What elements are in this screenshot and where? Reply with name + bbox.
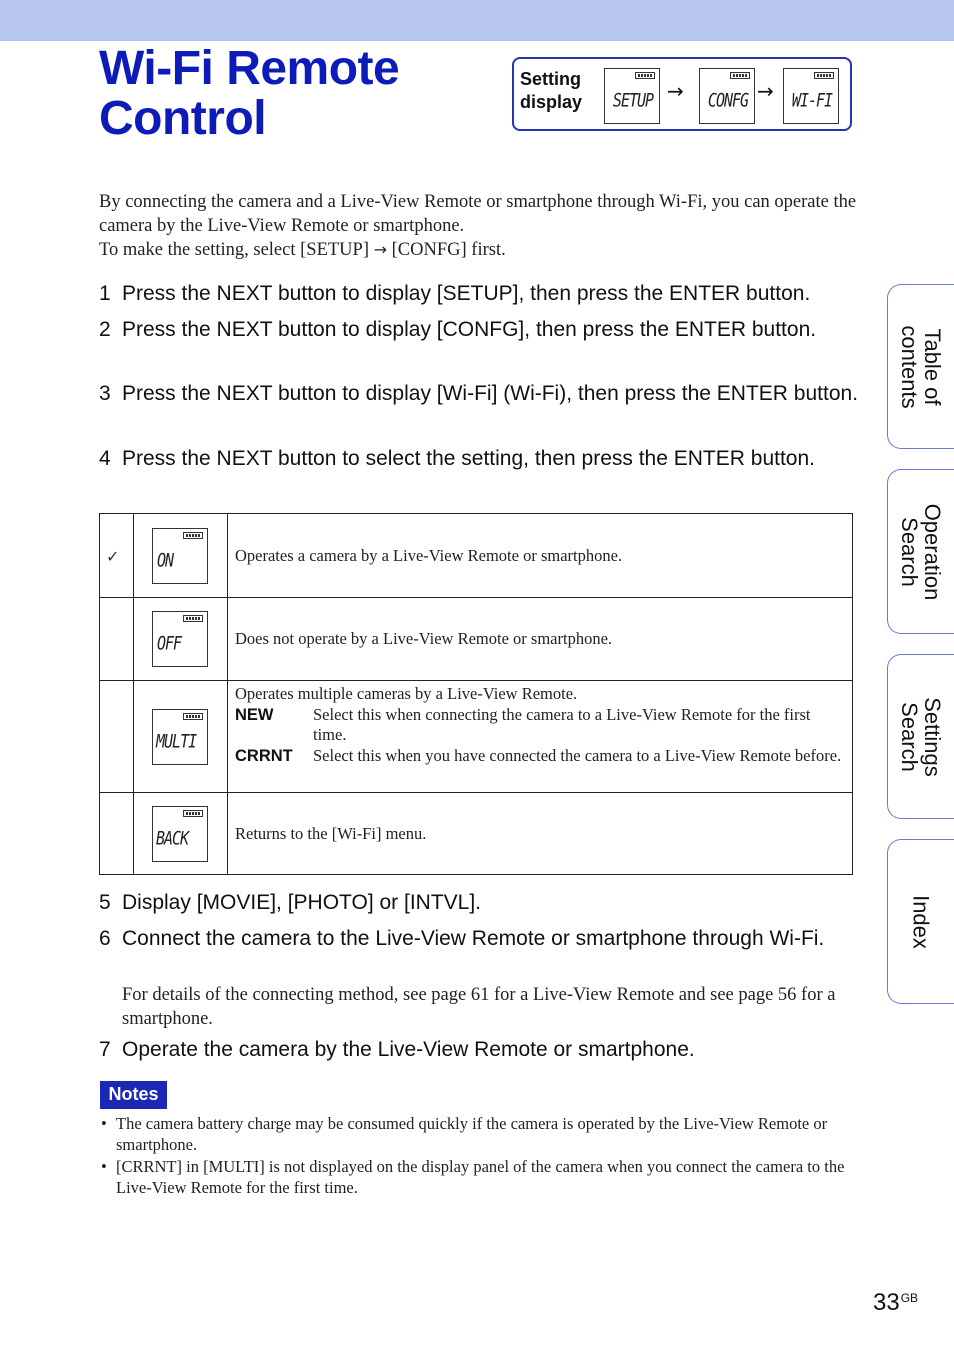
- sub-option-key: CRRNT: [235, 746, 293, 765]
- battery-icon: [183, 810, 203, 817]
- sub-option-new: [235, 705, 847, 746]
- option-description: Returns to the [Wi-Fi] menu.: [235, 823, 427, 843]
- setting-display-box: [512, 57, 852, 131]
- battery-icon: [730, 72, 750, 79]
- table-row-back: [100, 792, 852, 874]
- step-text: Display [MOVIE], [PHOTO] or [INTVL].: [122, 891, 482, 914]
- step-text: Press the NEXT button to display [Wi-Fi] (Wi-Fi), then press the ENTER button.: [122, 382, 859, 405]
- sub-option-key: NEW: [235, 705, 274, 724]
- tab-index[interactable]: [887, 839, 954, 1004]
- step-number: 5: [99, 891, 111, 914]
- tab-label: Operation Search: [897, 503, 945, 600]
- wifi-options-table: [99, 513, 853, 875]
- battery-icon: [183, 713, 203, 720]
- step-text: Press the NEXT button to display [SETUP], then press the ENTER button.: [122, 282, 811, 305]
- lcd-on-icon: ON: [152, 528, 208, 584]
- table-row-on: [100, 514, 852, 597]
- table-row-off: [100, 597, 852, 680]
- step-text: Press the NEXT button to display [CONFG], then press the ENTER button.: [122, 318, 817, 341]
- tab-label: Table of contents: [897, 324, 945, 409]
- lcd-wifi-icon: WI-FI: [783, 68, 839, 124]
- sub-option-crrnt: [235, 746, 847, 767]
- tab-label: Settings Search: [897, 696, 945, 777]
- step-6-detail: For details of the connecting method, see page 61 for a Live-View Remote and see page 56 for a smartphone.: [122, 985, 836, 1029]
- battery-icon: [814, 72, 834, 79]
- lcd-multi-icon: MULTI: [152, 709, 208, 765]
- intro-paragraph: By connecting the camera and a Live-View Remote or smartphone through Wi-Fi, you can operate the camera by the Live-View Remote or smartphone. To make the setting, select [SETUP] → [CONFG] first.: [99, 192, 857, 260]
- tab-label: Index: [908, 894, 934, 949]
- step-number: 7: [99, 1038, 111, 1061]
- arrow-right-icon: →: [667, 79, 684, 103]
- default-check-icon: ✓: [106, 547, 120, 566]
- setting-display-label: Setting display: [520, 69, 583, 112]
- notes-label: Notes: [100, 1081, 167, 1109]
- tab-table-of-contents[interactable]: [887, 284, 954, 449]
- step-5: [99, 888, 859, 917]
- page-title: Wi-Fi Remote Control: [99, 42, 400, 145]
- battery-icon: [635, 72, 655, 79]
- option-description: Operates a camera by a Live-View Remote or smartphone.: [235, 545, 623, 565]
- header-band: [0, 0, 954, 41]
- lcd-back-icon: BACK: [152, 806, 208, 862]
- notes-list: [99, 1112, 857, 1198]
- lcd-confg-icon: CONFG: [699, 68, 755, 124]
- tab-operation-search[interactable]: [887, 469, 954, 634]
- option-description: Does not operate by a Live-View Remote or smartphone.: [235, 628, 613, 648]
- option-description: Operates multiple cameras by a Live-View Remote.: [235, 684, 578, 703]
- table-row-multi: [100, 680, 852, 792]
- sub-option-text: Select this when connecting the camera to a Live-View Remote for the first time.: [313, 704, 811, 744]
- arrow-right-icon: →: [373, 240, 388, 259]
- step-number: 4: [99, 447, 111, 470]
- step-3: [99, 379, 859, 408]
- step-7: [99, 1035, 859, 1064]
- battery-icon: [183, 532, 203, 539]
- list-item: • [CRRNT] in [MULTI] is not displayed on the display panel of the camera when you connect the camera to the Live-View Remote for the first time.: [99, 1156, 857, 1198]
- lcd-off-icon: OFF: [152, 611, 208, 667]
- list-item: • The camera battery charge may be consumed quickly if the camera is operated by the Live-View Remote or smartphone.: [99, 1113, 857, 1155]
- battery-icon: [183, 615, 203, 622]
- lcd-setup-icon: SETUP: [604, 68, 660, 124]
- step-1: [99, 279, 859, 308]
- sub-option-text: Select this when you have connected the camera to a Live-View Remote before.: [313, 745, 842, 765]
- step-text: Connect the camera to the Live-View Remote or smartphone through Wi-Fi.: [122, 927, 825, 950]
- step-2: [99, 315, 859, 344]
- step-text: Operate the camera by the Live-View Remote or smartphone.: [122, 1038, 695, 1061]
- step-text: Press the NEXT button to select the setting, then press the ENTER button.: [122, 447, 815, 470]
- step-number: 1: [99, 282, 111, 305]
- page-number: $33^{GB}$: [873, 1289, 919, 1316]
- step-number: 2: [99, 318, 111, 341]
- step-number: 6: [99, 927, 111, 950]
- step-number: 3: [99, 382, 111, 405]
- step-6: [99, 924, 859, 953]
- step-4: [99, 444, 859, 473]
- tab-settings-search[interactable]: [887, 654, 954, 819]
- arrow-right-icon: →: [757, 79, 774, 103]
